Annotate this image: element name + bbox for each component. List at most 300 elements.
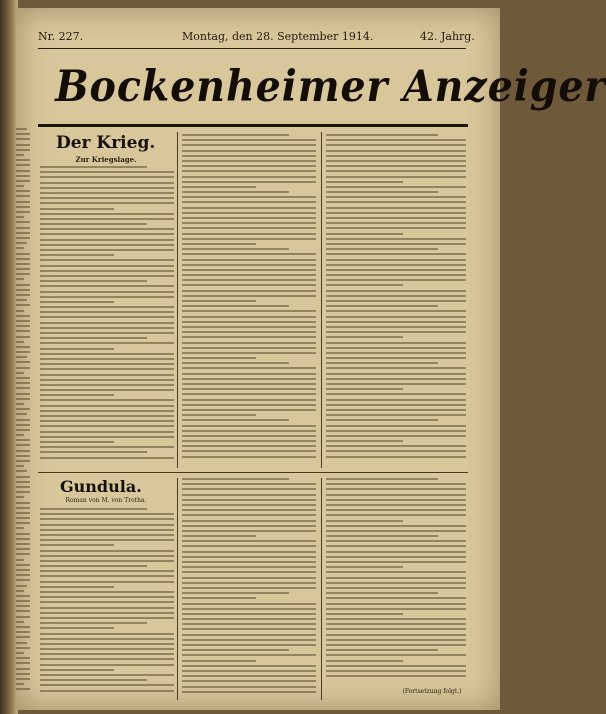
text-line (16, 268, 30, 270)
text-line (182, 566, 316, 568)
text-line (326, 264, 466, 266)
text-line (326, 347, 466, 349)
text-line (182, 155, 316, 157)
text-line (16, 258, 30, 260)
text-line (326, 634, 466, 636)
text-line (182, 545, 316, 547)
masthead-rule (38, 48, 466, 49)
text-line (16, 574, 30, 576)
text-line (16, 227, 30, 229)
text-line (40, 539, 174, 541)
text-line (182, 634, 316, 636)
text-line (326, 639, 466, 641)
text-line (16, 330, 30, 332)
text-line (182, 430, 316, 432)
text-line (40, 384, 174, 386)
text-line (40, 529, 174, 531)
newspaper-page (16, 8, 606, 710)
text-line (326, 269, 466, 271)
text-line (326, 419, 438, 421)
text-line (182, 435, 316, 437)
text-line (326, 207, 466, 209)
text-line (182, 196, 316, 198)
text-line (182, 367, 316, 369)
text-line (16, 195, 30, 197)
text-line (326, 357, 466, 359)
text-line (16, 652, 24, 654)
text-line (16, 180, 30, 182)
text-line (182, 357, 256, 359)
text-line (16, 491, 30, 493)
text-line (16, 481, 30, 483)
text-line (182, 628, 316, 630)
text-line (182, 587, 316, 589)
text-line (326, 367, 466, 369)
text-line (326, 134, 438, 136)
text-line (182, 613, 316, 615)
text-line (40, 306, 174, 308)
text-line (182, 144, 316, 146)
text-line (182, 321, 316, 323)
text-line (16, 507, 30, 509)
text-line (326, 274, 466, 276)
text-line (326, 310, 466, 312)
text-line (16, 356, 27, 358)
text-line (326, 295, 466, 297)
text-line (326, 259, 466, 261)
text-line (40, 643, 174, 645)
text-line (16, 242, 27, 244)
text-line (16, 232, 30, 234)
text-line (326, 675, 466, 677)
text-line (326, 186, 466, 188)
text-line (326, 201, 466, 203)
text-line (16, 361, 30, 363)
text-line (182, 378, 316, 380)
text-line (326, 520, 403, 522)
text-line (182, 279, 316, 281)
text-line (16, 398, 30, 400)
text-line (16, 304, 30, 306)
text-line (182, 660, 256, 662)
text-line (40, 301, 114, 303)
text-line (326, 378, 466, 380)
text-line (40, 518, 174, 520)
text-line (326, 566, 403, 568)
text-line (16, 543, 30, 545)
text-line (40, 420, 174, 422)
text-line (16, 668, 30, 670)
text-line (40, 612, 174, 614)
text-line (40, 544, 114, 546)
text-line (326, 530, 466, 532)
text-line (40, 617, 174, 619)
text-line (182, 264, 316, 266)
text-line (40, 653, 174, 655)
text-line (40, 570, 174, 572)
text-line (326, 248, 438, 250)
text-line (182, 181, 316, 183)
text-line (16, 154, 24, 156)
text-line (182, 383, 316, 385)
text-line (326, 649, 438, 651)
text-line (182, 623, 316, 625)
text-line (326, 316, 466, 318)
text-line (16, 315, 30, 317)
text-line (326, 279, 466, 281)
text-line (326, 535, 438, 537)
text-line (326, 608, 466, 610)
text-line (16, 382, 30, 384)
text-line (326, 160, 466, 162)
text-line (182, 520, 316, 522)
issue-number: Nr. 227. (38, 30, 84, 43)
text-line (16, 429, 30, 431)
text-line (40, 638, 174, 640)
text-line (326, 181, 403, 183)
text-line (182, 419, 289, 421)
text-line (182, 186, 256, 188)
text-line (16, 621, 24, 623)
text-line (16, 294, 30, 296)
text-line (16, 351, 30, 353)
text-line (326, 582, 466, 584)
text-line (16, 211, 30, 213)
text-line (16, 206, 30, 208)
text-line (16, 289, 30, 291)
text-line (40, 285, 174, 287)
text-line (326, 321, 466, 323)
text-line (182, 233, 316, 235)
text-line (326, 494, 466, 496)
text-line (182, 571, 316, 573)
text-line (16, 175, 30, 177)
text-line (16, 263, 30, 265)
text-line (182, 654, 316, 656)
column-6-body (326, 478, 466, 683)
text-line (182, 665, 316, 667)
text-line (16, 133, 30, 135)
text-line (40, 648, 174, 650)
text-line (326, 660, 403, 662)
text-line (40, 249, 174, 251)
text-line (326, 483, 466, 485)
text-line (326, 414, 466, 416)
text-line (16, 320, 30, 322)
text-line (16, 595, 30, 597)
text-line (16, 367, 30, 369)
text-line (326, 253, 466, 255)
text-line (40, 368, 174, 370)
text-line (40, 280, 147, 282)
text-line (40, 202, 174, 204)
text-line (182, 592, 289, 594)
text-line (16, 284, 30, 286)
text-line (40, 332, 174, 334)
text-line (40, 223, 147, 225)
text-line (40, 265, 174, 267)
text-line (182, 139, 316, 141)
text-line (40, 425, 174, 427)
text-line (16, 408, 30, 410)
text-line (182, 300, 256, 302)
text-line (40, 560, 174, 562)
text-line (182, 290, 316, 292)
text-line (16, 278, 24, 280)
text-line (40, 259, 174, 261)
text-line (16, 465, 24, 467)
text-line (326, 561, 466, 563)
text-line (16, 299, 27, 301)
text-line (326, 243, 466, 245)
text-line (326, 331, 466, 333)
text-line (326, 222, 466, 224)
text-line (40, 197, 174, 199)
adjacent-page-strip (16, 128, 30, 698)
text-line (182, 530, 316, 532)
text-line (16, 605, 30, 607)
text-line (16, 216, 24, 218)
text-line (326, 499, 466, 501)
text-line (182, 509, 316, 511)
text-line (326, 227, 466, 229)
text-line (40, 187, 174, 189)
text-line (16, 569, 30, 571)
text-line (326, 540, 466, 542)
text-line (326, 478, 438, 480)
text-line (40, 254, 114, 256)
text-line (182, 352, 316, 354)
text-line (182, 399, 316, 401)
text-line (16, 455, 30, 457)
text-line (40, 363, 174, 365)
text-line (326, 150, 466, 152)
text-line (326, 176, 466, 178)
text-line (182, 316, 316, 318)
text-line (40, 633, 174, 635)
text-line (16, 548, 30, 550)
text-line (182, 409, 316, 411)
text-line (182, 336, 316, 338)
text-line (182, 499, 316, 501)
text-line (182, 207, 316, 209)
text-line (40, 669, 114, 671)
column-rule-1 (177, 132, 178, 468)
text-line (326, 644, 466, 646)
text-line (326, 545, 466, 547)
text-line (326, 342, 466, 344)
column-5-body (182, 478, 316, 698)
text-line (326, 170, 466, 172)
text-line (326, 450, 466, 452)
text-line (182, 305, 289, 307)
text-line (16, 341, 24, 343)
text-line (182, 160, 316, 162)
text-line (16, 564, 30, 566)
text-line (40, 457, 174, 459)
text-line (16, 170, 30, 172)
text-line (16, 377, 30, 379)
text-line (16, 128, 27, 130)
text-line (182, 331, 316, 333)
text-line (182, 362, 289, 364)
gundula-byline: Roman von M. von Trotha. (65, 497, 147, 504)
text-line (182, 675, 316, 677)
text-line (40, 410, 174, 412)
text-line (16, 631, 30, 633)
text-line (182, 577, 316, 579)
text-line (16, 517, 30, 519)
text-line (182, 618, 316, 620)
text-line (16, 496, 24, 498)
text-line (16, 533, 30, 535)
text-line (16, 190, 30, 192)
text-line (182, 440, 316, 442)
text-line (40, 581, 174, 583)
text-line (182, 217, 316, 219)
krieg-subhead: Zur Kriegslage. (75, 155, 137, 164)
text-line (326, 305, 438, 307)
text-line (326, 284, 403, 286)
text-line (182, 450, 316, 452)
text-line (326, 393, 466, 395)
text-line (182, 525, 316, 527)
text-line (40, 596, 174, 598)
text-line (182, 404, 316, 406)
text-line (40, 296, 174, 298)
text-line (326, 362, 438, 364)
text-line (182, 494, 316, 496)
text-line (326, 155, 466, 157)
text-line (40, 233, 174, 235)
text-line (326, 613, 403, 615)
column-1-body (40, 166, 174, 466)
text-line (40, 674, 174, 676)
text-line (326, 238, 466, 240)
text-line (40, 327, 174, 329)
text-line (40, 166, 147, 168)
text-line (326, 551, 466, 553)
text-line (16, 662, 30, 664)
text-line (16, 424, 30, 426)
text-line (326, 212, 466, 214)
text-line (326, 196, 466, 198)
text-line (326, 388, 403, 390)
text-line (40, 690, 174, 692)
text-line (40, 218, 174, 220)
text-line (40, 379, 174, 381)
text-line (16, 393, 30, 395)
text-line (16, 538, 30, 540)
text-line (16, 403, 24, 405)
text-line (40, 534, 174, 536)
text-line (16, 346, 30, 348)
text-line (40, 415, 174, 417)
text-line (40, 565, 147, 567)
text-line (326, 144, 466, 146)
text-line (16, 683, 24, 685)
text-line (40, 322, 174, 324)
text-line (40, 513, 174, 515)
text-line (326, 165, 466, 167)
text-line (182, 212, 316, 214)
text-line (16, 590, 24, 592)
text-line (16, 253, 30, 255)
text-line (16, 642, 27, 644)
text-line (40, 374, 174, 376)
text-line (40, 627, 114, 629)
text-line (182, 134, 289, 136)
text-line (182, 310, 316, 312)
text-line (326, 290, 466, 292)
text-line (326, 665, 466, 667)
text-line (16, 149, 30, 151)
text-line (326, 592, 438, 594)
text-line (182, 561, 316, 563)
text-line (16, 476, 30, 478)
continuation-note: (Fortsetzung folgt.) (402, 688, 462, 695)
text-line (326, 383, 466, 385)
text-line (16, 502, 30, 504)
text-line (40, 555, 174, 557)
column-rule-3 (321, 478, 322, 700)
text-line (40, 213, 174, 215)
text-line (326, 373, 466, 375)
text-line (16, 413, 27, 415)
text-line (326, 399, 466, 401)
text-line (16, 559, 24, 561)
text-line (40, 591, 174, 593)
text-line (16, 600, 30, 602)
text-line (182, 680, 316, 682)
column-rule-4 (177, 478, 178, 700)
text-line (182, 644, 316, 646)
text-line (326, 514, 466, 516)
text-line (182, 649, 289, 651)
text-line (40, 550, 174, 552)
text-line (182, 259, 316, 261)
text-line (326, 603, 466, 605)
text-line (16, 527, 24, 529)
text-line (182, 425, 316, 427)
text-line (40, 244, 174, 246)
text-line (40, 228, 174, 230)
text-line (16, 553, 30, 555)
text-line (326, 654, 466, 656)
text-line (40, 446, 174, 448)
text-line (326, 504, 466, 506)
text-line (182, 269, 316, 271)
column-4-body (40, 508, 174, 698)
text-line (40, 684, 174, 686)
text-line (40, 270, 174, 272)
text-line (182, 191, 289, 193)
text-line (326, 425, 466, 427)
text-line (40, 601, 174, 603)
text-line (182, 253, 316, 255)
text-line (40, 441, 114, 443)
text-line (182, 504, 316, 506)
text-line (326, 597, 466, 599)
text-line (182, 222, 316, 224)
text-line (16, 419, 30, 421)
text-line (182, 393, 316, 395)
text-line (182, 483, 316, 485)
text-line (182, 238, 316, 240)
text-line (326, 670, 466, 672)
section-rule (38, 472, 468, 473)
text-line (326, 587, 466, 589)
